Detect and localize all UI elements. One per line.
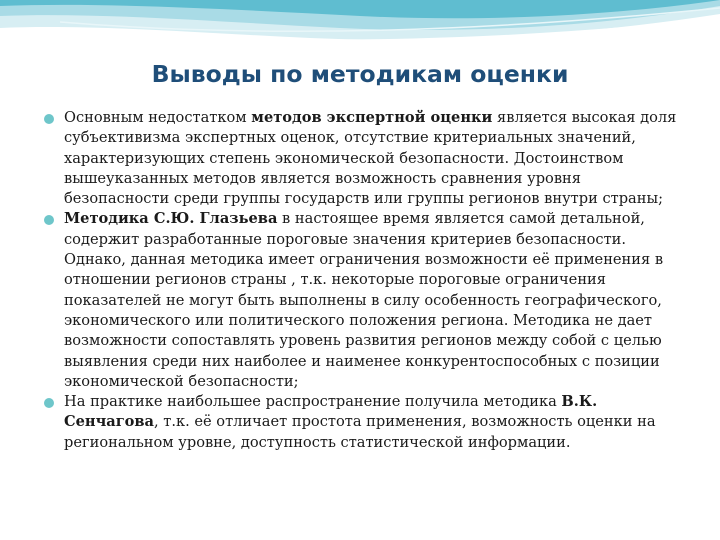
bullet-marker xyxy=(44,114,54,124)
header-wave-decoration xyxy=(0,0,720,60)
bullet-marker xyxy=(44,215,54,225)
bullet-1-text-1: Основным недостатком xyxy=(64,109,252,126)
bullet-2-emphasis: Методика С.Ю. Глазьева xyxy=(64,210,278,228)
bullet-item-1 xyxy=(44,108,684,209)
bullet-3-text-1: На практике наибольшее распространение получила методика xyxy=(64,393,562,411)
bullet-marker xyxy=(44,398,54,408)
bullet-item-3 xyxy=(44,392,684,453)
bullet-3-text-2: , т.к. её отличает простота применения, возможность оценки на региональном уровне, доступность статистической информации. xyxy=(64,413,656,451)
bullet-1-text-2: является высокая доля субъективизма экспертных оценок, отсутствие критериальных значений, характеризующих степень экономической безопасности. Достоинством вышеуказанных методов является возможность сравнения уровня безопасности среди группы государств или группы регионов внутри страны; xyxy=(64,109,677,208)
bullet-3-emphasis: В.К. Сенчагова xyxy=(64,393,598,431)
bullet-2-text: в настоящее время является самой детальной, содержит разработанные пороговые значения критериев безопасности. Однако, данная методика имеет ограничения возможности её применения в отношении регионов страны , т.к. некоторые пороговые ограничения показателей не могут быть выполнены в силу особенность географического, экономического или политического положения региона. Методика не дает возможности сопоставлять уровень развития регионов между собой с целью выявления среди них наиболее и наименее конкурентоспособных с позиции экономической безопасности; xyxy=(64,210,664,390)
content-list xyxy=(44,108,684,453)
bullet-item-2 xyxy=(44,209,684,392)
bullet-1-emphasis: методов экспертной оценки xyxy=(251,109,493,126)
page-title: Выводы по методикам оценки xyxy=(151,60,569,88)
